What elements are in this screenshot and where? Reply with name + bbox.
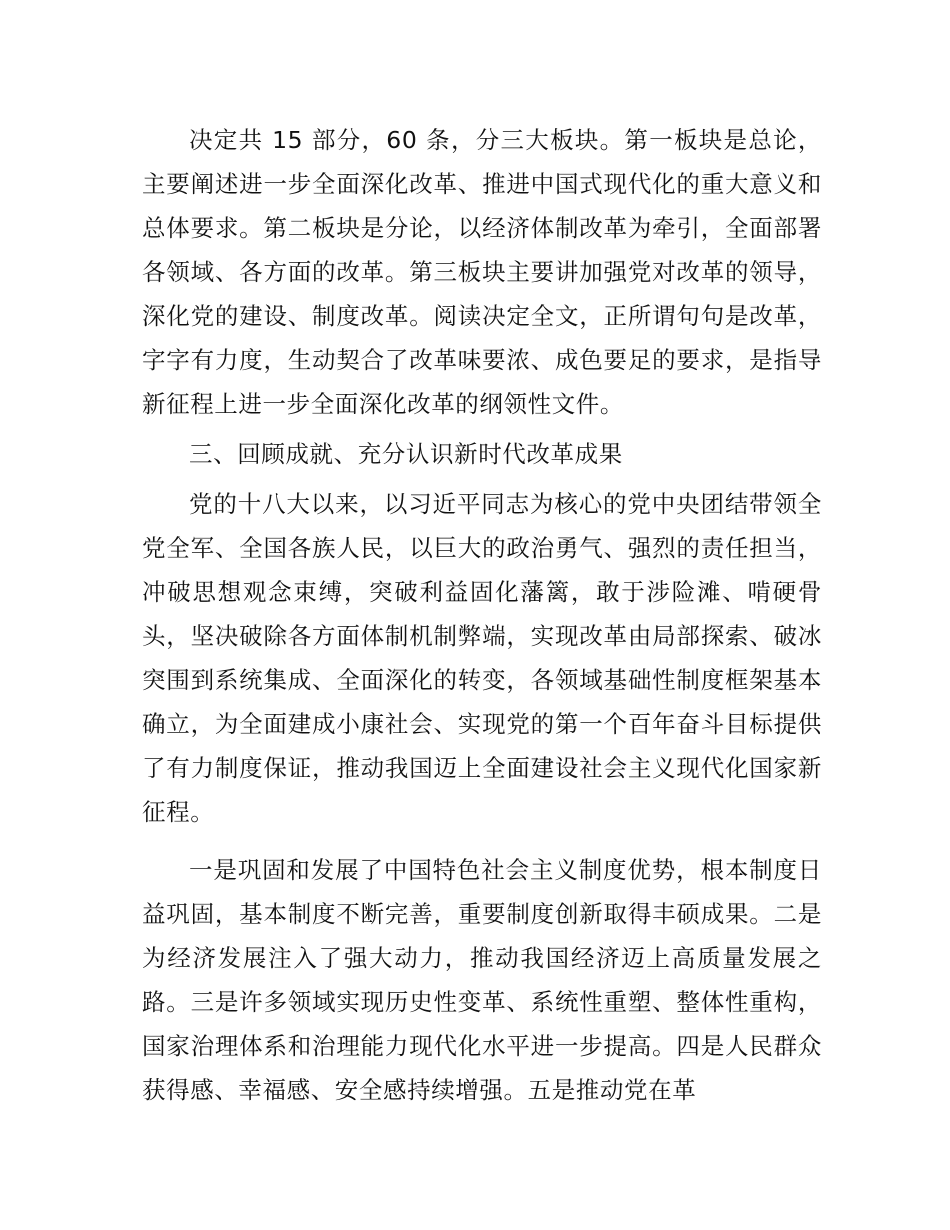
section-heading-3: 三、回顾成就、充分认识新时代改革成果 bbox=[189, 440, 623, 468]
document-body bbox=[142, 118, 822, 1112]
paragraph-reform-history: 党的十八大以来，以习近平同志为核心的党中央团结带领全党全军、全国各族人民，以巨大的政治勇气、强烈的责任担当，冲破思想观念束缚，突破利益固化藩篱，敢于涉险滩、啃硬骨头，坚决破除各方面体制机制弊端，实现改革由局部探索、破冰突围到系统集成、全面深化的转变，各领域基础性制度框架基本确立，为全面建成小康社会、实现党的第一个百年奋斗目标提供了有力制度保证，推动我国迈上全面建设社会主义现代化国家新征程。 bbox=[142, 490, 822, 826]
paragraph-structure-overview: 决定共 15 部分，60 条，分三大板块。第一板块是总论，主要阐述进一步全面深化改革、推进中国式现代化的重大意义和总体要求。第二板块是分论，以经济体制改革为牵引，全面部署各领域、各方面的改革。第三板块主要讲加强党对改革的领导，深化党的建设、制度改革。阅读决定全文，正所谓句句是改革，字字有力度，生动契合了改革味要浓、成色要足的要求，是指导新征程上进一步全面深化改革的纲领性文件。 bbox=[142, 126, 822, 418]
paragraph-reform-achievements: 一是巩固和发展了中国特色社会主义制度优势，根本制度日益巩固，基本制度不断完善，重要制度创新取得丰硕成果。二是为经济发展注入了强大动力，推动我国经济迈上高质量发展之路。三是许多领域实现历史性变革、系统性重塑、整体性重构，国家治理体系和治理能力现代化水平进一步提高。四是人民群众获得感、幸福感、安全感持续增强。五是推动党在革 bbox=[142, 856, 822, 1104]
